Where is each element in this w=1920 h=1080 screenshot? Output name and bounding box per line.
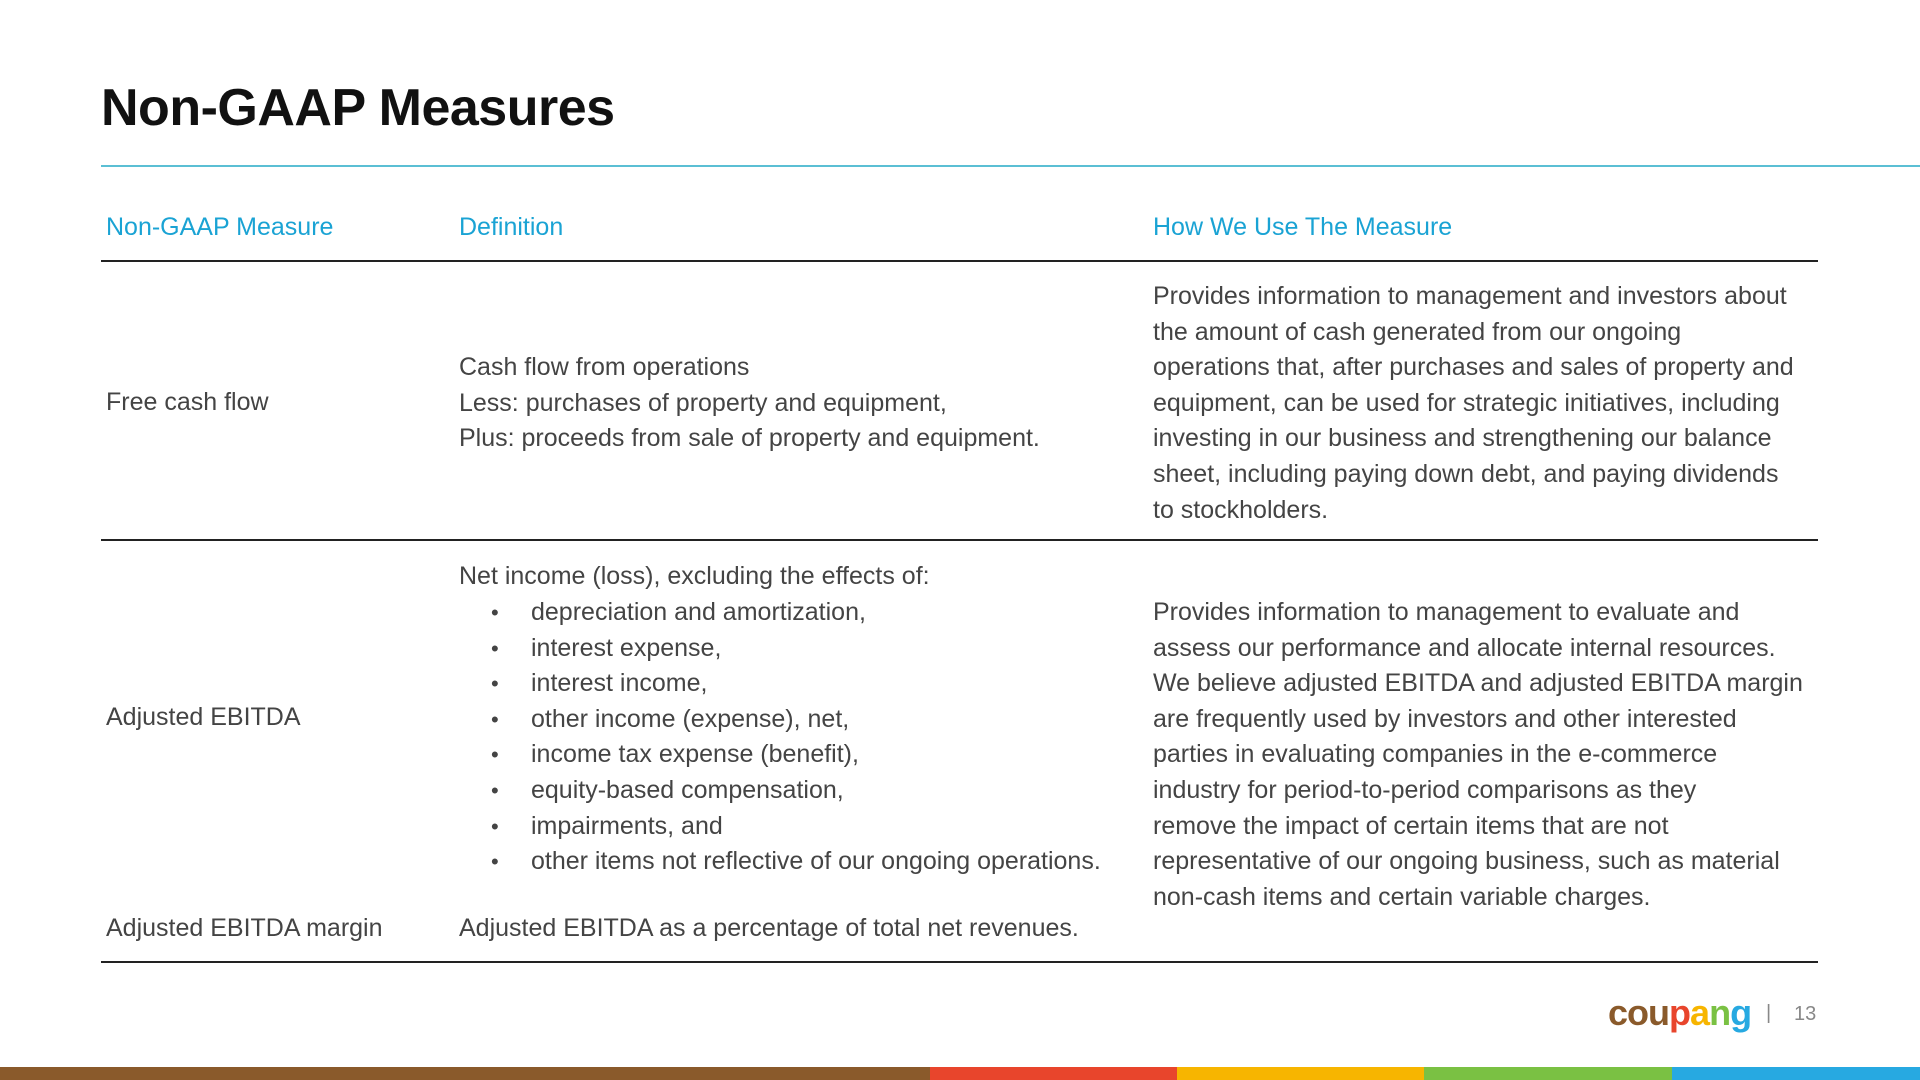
logo-letter: o: [1627, 992, 1649, 1033]
bullet-item: • equity-based compensation,: [459, 773, 1101, 809]
page-title: Non-GAAP Measures: [101, 79, 615, 137]
bullet-item: • depreciation and amortization,: [459, 595, 1101, 631]
table-bottom-divider: [101, 961, 1818, 963]
definition-bullet-list: [459, 595, 1101, 880]
stripe-segment-yellow: [1177, 1067, 1424, 1080]
logo-letter: c: [1608, 992, 1628, 1033]
measure-adjusted-ebitda-margin: Adjusted EBITDA margin: [106, 914, 383, 942]
use-line: We believe adjusted EBITDA and adjusted EBITDA margin: [1153, 669, 1803, 698]
bullet-item: • other income (expense), net,: [459, 702, 1101, 738]
use-line: to stockholders.: [1153, 495, 1329, 524]
use-line: parties in evaluating companies in the e-commerce: [1153, 740, 1718, 769]
use-line: industry for period-to-period comparisons as they: [1153, 775, 1697, 804]
bullet-item: • income tax expense (benefit),: [459, 737, 1101, 773]
use-line: assess our performance and allocate internal resources.: [1153, 633, 1776, 662]
bullet-item: • interest expense,: [459, 631, 1101, 667]
bullet-item: • other items not reflective of our ongoing operations.: [459, 844, 1101, 880]
use-line: the amount of cash generated from our ongoing: [1153, 317, 1682, 346]
bullet-icon: •: [491, 600, 499, 625]
logo-letter: p: [1669, 992, 1691, 1033]
use-free-cash-flow: [1153, 279, 1794, 528]
stripe-segment-green: [1424, 1067, 1672, 1080]
measure-free-cash-flow: Free cash flow: [106, 388, 269, 416]
header-divider: [101, 260, 1818, 262]
use-line: are frequently used by investors and other interested: [1153, 704, 1737, 733]
footer-separator: |: [1766, 1002, 1772, 1024]
use-line: equipment, can be used for strategic initiatives, including: [1153, 388, 1780, 417]
bullet-icon: •: [491, 849, 499, 875]
bullet-icon: •: [491, 671, 499, 697]
use-line: Provides information to management and investors about: [1153, 282, 1787, 310]
definition-intro: Net income (loss), excluding the effects of:: [459, 562, 930, 590]
bullet-icon: •: [491, 813, 499, 839]
bullet-item: • impairments, and: [459, 809, 1101, 845]
definition-line: Cash flow from operations: [459, 353, 750, 381]
column-header-measure: Non-GAAP Measure: [106, 213, 334, 241]
coupang-logo: [1608, 992, 1751, 1034]
logo-letter: g: [1730, 992, 1752, 1033]
title-divider: [101, 165, 1920, 167]
use-line: investing in our business and strengthening our balance: [1153, 424, 1772, 453]
brand-color-stripe: [0, 1067, 1920, 1080]
use-line: representative of our ongoing business, such as material: [1153, 847, 1780, 876]
use-line: remove the impact of certain items that are not: [1153, 811, 1669, 840]
row-divider: [101, 539, 1818, 541]
page-number: 13: [1794, 1003, 1817, 1025]
logo-letter: n: [1709, 992, 1731, 1033]
definition-adjusted-ebitda-margin: Adjusted EBITDA as a percentage of total net revenues.: [459, 914, 1079, 942]
logo-letter: u: [1648, 992, 1670, 1033]
use-line: operations that, after purchases and sales of property and: [1153, 353, 1794, 382]
definition-line: Plus: proceeds from sale of property and equipment.: [459, 424, 1040, 453]
bullet-icon: •: [491, 777, 499, 803]
definition-line: Less: purchases of property and equipment,: [459, 388, 947, 417]
use-line: sheet, including paying down debt, and paying dividends: [1153, 459, 1779, 488]
use-adjusted-ebitda: [1153, 595, 1803, 915]
bullet-icon: •: [491, 742, 499, 768]
stripe-segment-brown: [0, 1067, 930, 1080]
column-header-use: How We Use The Measure: [1153, 213, 1453, 241]
use-line: Provides information to management to evaluate and: [1153, 598, 1740, 626]
column-header-definition: Definition: [459, 213, 564, 241]
measure-adjusted-ebitda: Adjusted EBITDA: [106, 703, 301, 731]
bullet-icon: •: [491, 635, 499, 661]
bullet-icon: •: [491, 706, 499, 732]
stripe-segment-blue: [1672, 1067, 1920, 1080]
definition-free-cash-flow: [459, 350, 1040, 457]
stripe-segment-red: [930, 1067, 1177, 1080]
logo-letter: a: [1690, 992, 1710, 1033]
bullet-item: • interest income,: [459, 666, 1101, 702]
use-line: non-cash items and certain variable charges.: [1153, 882, 1651, 911]
